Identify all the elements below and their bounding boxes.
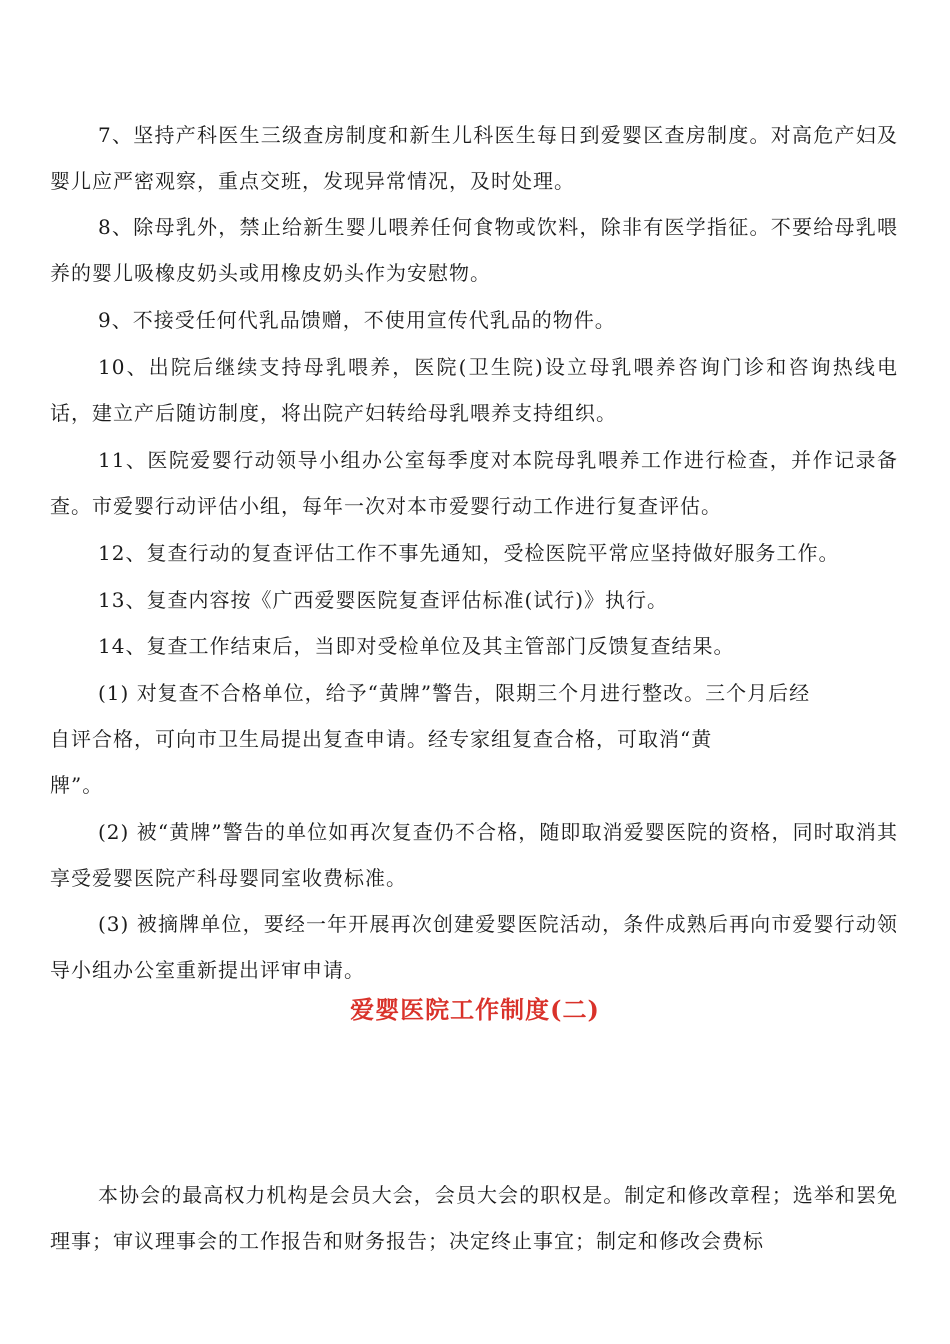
paragraph-item-11: 11、医院爱婴行动领导小组办公室每季度对本院母乳喂养工作进行检查，并作记录备查。市爱婴行动评估小组，每年一次对本市爱婴行动工作进行复查评估。 (50, 448, 898, 518)
paragraph-item-9: 9、不接受任何代乳品馈赠，不使用宣传代乳品的物件。 (98, 308, 616, 332)
section-title: 爱婴医院工作制度(二) (350, 995, 600, 1024)
paragraph-item-14: 14、复查工作结束后，当即对受检单位及其主管部门反馈复查结果。 (98, 634, 735, 658)
paragraph-item-10: 10、出院后继续支持母乳喂养，医院(卫生院)设立母乳喂养咨询门诊和咨询热线电话，建立产后随访制度，将出院产妇转给母乳喂养支持组织。 (50, 355, 898, 425)
paragraph-item-13: 13、复查内容按《广西爱婴医院复查评估标准(试行)》执行。 (98, 588, 669, 612)
paragraph-item-8: 8、除母乳外，禁止给新生婴儿喂养任何食物或饮料，除非有医学指征。不要给母乳喂养的婴儿吸橡皮奶头或用橡皮奶头作为安慰物。 (50, 215, 898, 285)
sub-item-1-line-3: 牌”。 (50, 773, 104, 797)
sub-item-1-line-1: (1) 对复查不合格单位，给予“黄牌”警告，限期三个月进行整改。三个月后经 (98, 681, 811, 705)
sub-item-2: (2) 被“黄牌”警告的单位如再次复查仍不合格，随即取消爱婴医院的资格，同时取消其享受爱婴医院产科母婴同室收费标准。 (50, 820, 898, 890)
paragraph-item-7: 7、坚持产科医生三级查房制度和新生儿科医生每日到爱婴区查房制度。对高危产妇及婴儿应严密观察，重点交班，发现异常情况，及时处理。 (50, 123, 898, 193)
paragraph-item-12: 12、复查行动的复查评估工作不事先通知，受检医院平常应坚持做好服务工作。 (98, 541, 840, 565)
sub-item-1-line-2: 自评合格，可向市卫生局提出复查申请。经专家组复查合格，可取消“黄 (50, 727, 713, 751)
sub-item-3: (3) 被摘牌单位，要经一年开展再次创建爱婴医院活动，条件成熟后再向市爱婴行动领导小组办公室重新提出评审申请。 (50, 912, 898, 982)
section-paragraph: 本协会的最高权力机构是会员大会，会员大会的职权是。制定和修改章程；选举和罢免理事；审议理事会的工作报告和财务报告；决定终止事宜；制定和修改会费标 (50, 1183, 898, 1253)
